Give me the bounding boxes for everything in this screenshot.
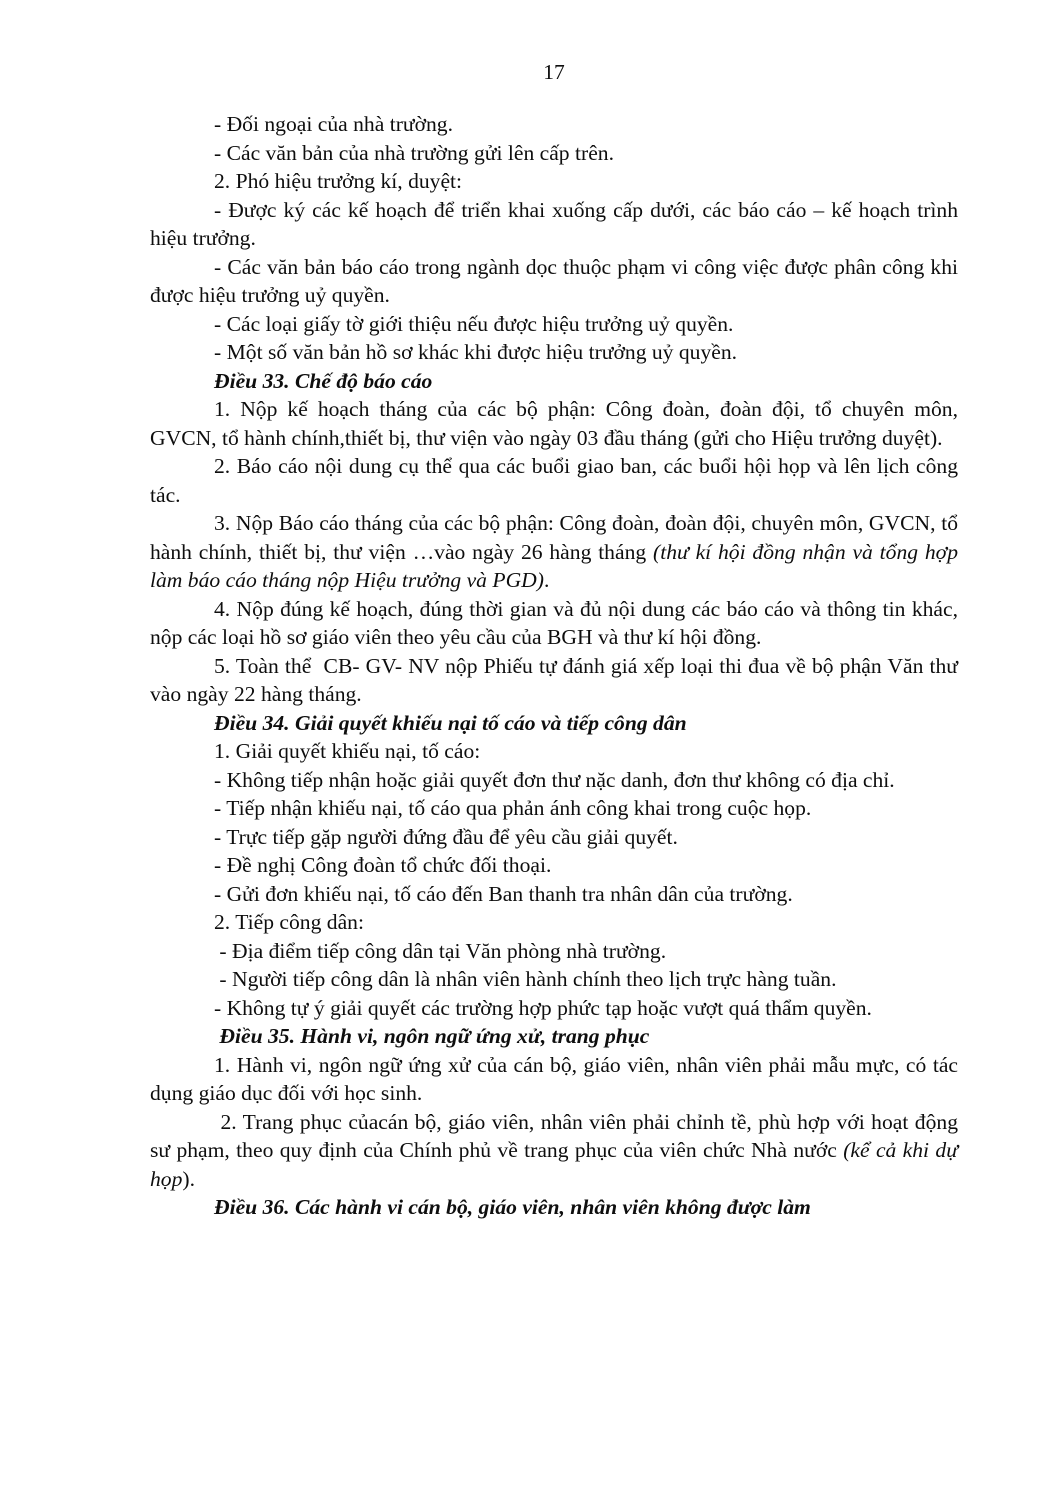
article-heading xyxy=(150,1022,958,1051)
text-run: 3. Nộp Báo cáo tháng của các bộ phận: Công đoàn, đoàn đội, chuyên môn, GVCN, tổ hành chính, thiết bị, thư viện …vào ngày 26 hàng tháng xyxy=(150,511,958,564)
text-run: ). xyxy=(182,1166,195,1191)
paragraph xyxy=(150,196,958,253)
text-run: - Địa điểm tiếp công dân tại Văn phòng nhà trường. xyxy=(214,938,667,963)
text-run: Điều 33. Chế độ báo cáo xyxy=(214,368,433,393)
text-run: 1. Giải quyết khiếu nại, tố cáo: xyxy=(214,739,481,763)
text-run: 1. Nộp kế hoạch tháng của các bộ phận: Công đoàn, đoàn đội, tổ chuyên môn, GVCN, tổ hành chính,thiết bị, thư viện vào ngày 03 đầu tháng (gửi cho Hiệu trưởng duyệt). xyxy=(150,397,958,450)
text-run: (kể cả khi dự họp xyxy=(150,1138,958,1191)
text-run: (thư kí hội đồng nhận và tổng hợp làm báo cáo tháng nộp Hiệu trưởng và PGD) xyxy=(150,539,958,592)
text-run: 2. Báo cáo nội dung cụ thể qua các buổi giao ban, các buổi hội họp và lên lịch công tác. xyxy=(150,454,958,507)
text-run: - Gửi đơn khiếu nại, tố cáo đến Ban thanh tra nhân dân của trường. xyxy=(214,881,793,906)
text-run: 1. Hành vi, ngôn ngữ ứng xử của cán bộ, giáo viên, nhân viên phải mẫu mực, có tác dụng giáo dục đối với học sinh. xyxy=(150,1052,958,1105)
paragraph xyxy=(150,652,958,709)
paragraph xyxy=(150,452,958,509)
text-run: - Được ký các kế hoạch để triển khai xuống cấp dưới, các báo cáo – kế hoạch trình hiệu trưởng. xyxy=(150,197,958,250)
paragraph xyxy=(150,139,958,168)
text-run: - Đối ngoại của nhà trường. xyxy=(214,112,453,136)
paragraph xyxy=(150,509,958,595)
paragraph xyxy=(150,253,958,310)
paragraph xyxy=(150,310,958,339)
text-run: 2. Tiếp công dân: xyxy=(214,910,364,934)
text-run: 2. Trang phục củacán bộ, giáo viên, nhân viên phải chỉnh tề, phù hợp với hoạt động sư phạm, theo quy định của Chính phủ về trang phục của viên chức Nhà nước xyxy=(150,1109,958,1162)
paragraph xyxy=(150,823,958,852)
article-heading xyxy=(150,1193,958,1222)
paragraph xyxy=(150,595,958,652)
paragraph xyxy=(150,908,958,937)
paragraph xyxy=(150,766,958,795)
paragraph xyxy=(150,1108,958,1194)
text-run: Điều 34. Giải quyết khiếu nại tố cáo và tiếp công dân xyxy=(214,710,687,735)
paragraph xyxy=(150,880,958,909)
article-heading xyxy=(150,709,958,738)
text-run: - Đề nghị Công đoàn tổ chức đối thoại. xyxy=(214,853,552,877)
text-run: - Các loại giấy tờ giới thiệu nếu được hiệu trưởng uỷ quyền. xyxy=(214,311,734,336)
text-run: - Không tự ý giải quyết các trường hợp phức tạp hoặc vượt quá thẩm quyền. xyxy=(214,995,872,1020)
paragraph xyxy=(150,1051,958,1108)
paragraph xyxy=(150,338,958,367)
text-run: 4. Nộp đúng kế hoạch, đúng thời gian và đủ nội dung các báo cáo và thông tin khác, nộp các loại hồ sơ giáo viên theo yêu cầu của BGH và thư kí hội đồng. xyxy=(150,596,958,649)
text-run: 2. Phó hiệu trưởng kí, duyệt: xyxy=(214,169,463,193)
document-body xyxy=(150,110,958,1222)
paragraph xyxy=(150,737,958,766)
paragraph xyxy=(150,851,958,880)
text-run: - Các văn bản của nhà trường gửi lên cấp trên. xyxy=(214,140,614,165)
text-run: Điều 36. Các hành vi cán bộ, giáo viên, nhân viên không được làm xyxy=(214,1195,811,1219)
paragraph xyxy=(150,395,958,452)
text-run: - Tiếp nhận khiếu nại, tố cáo qua phản ánh công khai trong cuộc họp. xyxy=(214,796,812,820)
paragraph xyxy=(150,994,958,1023)
text-run: - Một số văn bản hồ sơ khác khi được hiệu trưởng uỷ quyền. xyxy=(214,340,738,364)
paragraph xyxy=(150,937,958,966)
text-run: . xyxy=(543,568,550,592)
text-run: - Trực tiếp gặp người đứng đầu để yêu cầu giải quyết. xyxy=(214,824,678,849)
paragraph xyxy=(150,965,958,994)
paragraph xyxy=(150,110,958,139)
paragraph xyxy=(150,794,958,823)
text-run: Điều 35. Hành vi, ngôn ngữ ứng xử, trang phục xyxy=(214,1024,650,1048)
text-run: - Người tiếp công dân là nhân viên hành chính theo lịch trực hàng tuần. xyxy=(214,967,837,991)
page-content xyxy=(150,58,958,1222)
text-run: 5. Toàn thể CB- GV- NV nộp Phiếu tự đánh giá xếp loại thi đua về bộ phận Văn thư vào ngày 22 hàng tháng. xyxy=(150,653,958,706)
text-run: - Không tiếp nhận hoặc giải quyết đơn thư nặc danh, đơn thư không có địa chỉ. xyxy=(214,767,895,792)
article-heading xyxy=(150,367,958,396)
paragraph xyxy=(150,167,958,196)
text-run: - Các văn bản báo cáo trong ngành dọc thuộc phạm vi công việc được phân công khi được hiệu trưởng uỷ quyền. xyxy=(150,254,958,307)
page-number: 17 xyxy=(543,60,565,84)
